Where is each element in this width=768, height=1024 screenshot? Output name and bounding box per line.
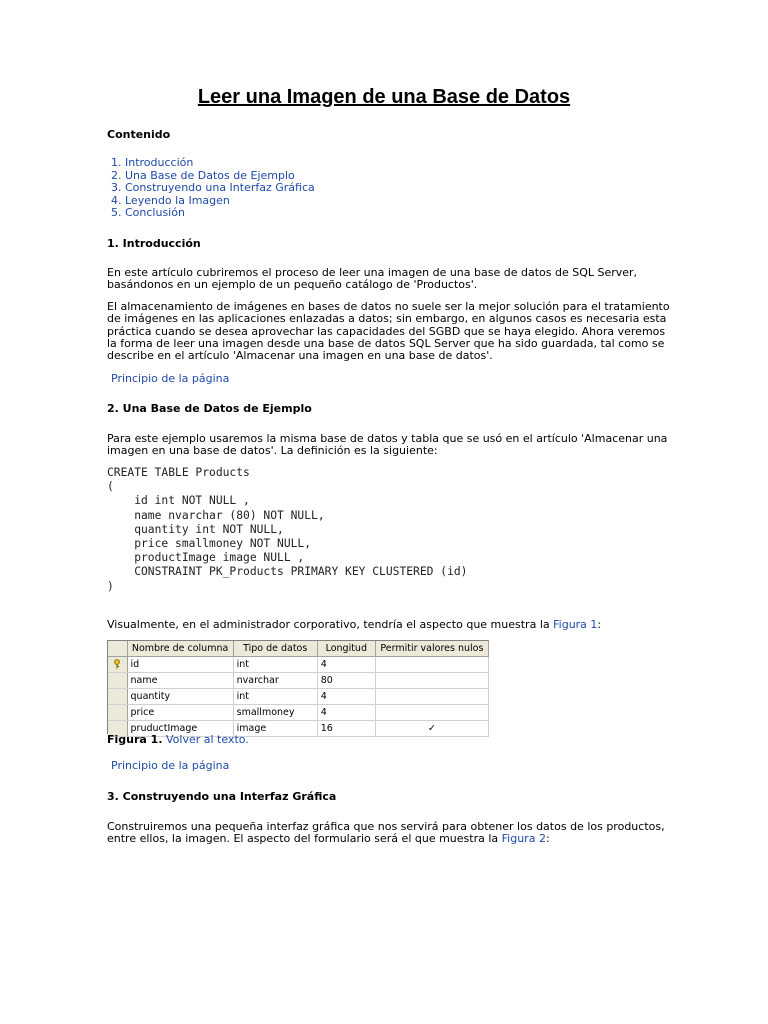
toc-link-introduccion[interactable]: 1. Introducción [111, 156, 194, 169]
toc-link-interfaz[interactable]: 3. Construyendo una Interfaz Gráfica [111, 181, 315, 194]
col-header-nulls: Permitir valores nulos [375, 641, 488, 657]
back-to-top-link-2[interactable] [111, 759, 229, 772]
cell-column-name: pruductImage [127, 721, 233, 737]
back-to-top-link-1[interactable] [111, 372, 229, 385]
page-title: Leer una Imagen de una Base de Datos [197, 86, 571, 108]
cell-data-type: int [233, 689, 317, 705]
table-row [108, 673, 489, 689]
cell-column-name: quantity [127, 689, 233, 705]
cell-allow-nulls [375, 705, 488, 721]
cell-data-type: image [233, 721, 317, 737]
row-selector-header [108, 641, 127, 657]
figure-ref-suffix: : [597, 618, 602, 631]
figure-caption-label: Figura 1. [107, 733, 163, 746]
interface-text: Construiremos una pequeña interfaz gráfica que nos servirá para obtener los datos de los productos, entre ellos, la imagen. El aspecto del formulario será el que muestra la [107, 820, 665, 846]
figure-1-link[interactable]: Figura 1 [553, 618, 598, 631]
cell-data-type: int [233, 657, 317, 673]
interface-suffix: : [545, 832, 550, 846]
cell-column-name: name [127, 673, 233, 689]
cell-length: 4 [317, 705, 375, 721]
cell-length: 16 [317, 721, 375, 737]
figure-2-link[interactable]: Figura 2 [501, 832, 546, 846]
sql-code-block: CREATE TABLE Products ( id int NOT NULL , name nvarchar (80) NOT NULL, quantity int NOT NULL, price smallmoney NOT NULL, productImage image NULL , CONSTRAINT PK_Products PRIMARY KEY CLUSTERED (id) ) [107, 466, 468, 593]
toc-link-leyendo[interactable]: 4. Leyendo la Imagen [111, 193, 230, 207]
row-selector [108, 673, 127, 689]
row-selector [108, 689, 127, 705]
cell-allow-nulls [375, 689, 488, 705]
toc-link-conclusion[interactable]: 5. Conclusión [111, 206, 185, 219]
cell-length: 4 [317, 689, 375, 705]
cell-length: 80 [317, 673, 375, 689]
section-heading-introduccion: 1. Introducción [107, 237, 201, 250]
table-row [108, 657, 489, 673]
cell-allow-nulls [375, 657, 488, 673]
table-row [108, 705, 489, 721]
primary-key-icon [108, 657, 127, 673]
cell-length: 4 [317, 657, 375, 673]
intro-paragraph-2: El almacenamiento de imágenes en bases de datos no suele ser la mejor solución para el tratamiento de imágenes en las aplicaciones enlazadas a datos; sin embargo, en algunos casos es necesaria esta práctica cuando se desea aprovechar las capacidades del SGBD que se haya elegido. Ahora veremos la forma de leer una imagen desde una base de datos SQL Server que ha sido guardada, tal como se describe en el artículo 'Almacenar una imagen en una base de datos'. [107, 300, 670, 363]
cell-data-type: smallmoney [233, 705, 317, 721]
cell-data-type: nvarchar [233, 673, 317, 689]
back-to-top-link-text[interactable]: Principio de la página [111, 372, 230, 385]
cell-allow-nulls [375, 673, 488, 689]
col-header-name: Nombre de columna [127, 641, 233, 657]
row-selector [108, 705, 127, 721]
checkmark-icon: ✓ [375, 721, 488, 737]
table-of-contents [111, 157, 315, 220]
example-paragraph: Para este ejemplo usaremos la misma base de datos y tabla que se usó en el artículo 'Almacenar una imagen en una base de datos'. La definición es la siguiente: [107, 432, 668, 458]
section-heading-base-datos: 2. Una Base de Datos de Ejemplo [107, 402, 312, 415]
intro-paragraph-1: En este artículo cubriremos el proceso de leer una imagen de una base de datos de SQL Server, basándonos en un ejemplo de un pequeño catálogo de 'Productos'. [107, 266, 638, 292]
figure-1-caption [107, 733, 249, 746]
section-heading-interfaz: 3. Construyendo una Interfaz Gráfica [107, 790, 337, 803]
grid-header-row [108, 641, 489, 657]
col-header-length: Longitud [317, 641, 375, 657]
toc-link-base-datos[interactable]: 2. Una Base de Datos de Ejemplo [111, 168, 295, 182]
back-to-text-link[interactable]: Volver al texto. [166, 733, 249, 746]
toc-item[interactable] [111, 207, 315, 220]
cell-column-name: price [127, 705, 233, 721]
cell-column-name: id [127, 657, 233, 673]
contents-heading: Contenido [107, 128, 171, 141]
back-to-top-link-text[interactable]: Principio de la página [111, 759, 230, 772]
table-row [108, 689, 489, 705]
interface-paragraph [107, 821, 677, 846]
col-header-type: Tipo de datos [233, 641, 317, 657]
column-definition-grid [107, 640, 489, 734]
figure-reference-paragraph [107, 619, 677, 631]
figure-ref-text: Visualmente, en el administrador corporativo, tendría el aspecto que muestra la [107, 618, 554, 631]
